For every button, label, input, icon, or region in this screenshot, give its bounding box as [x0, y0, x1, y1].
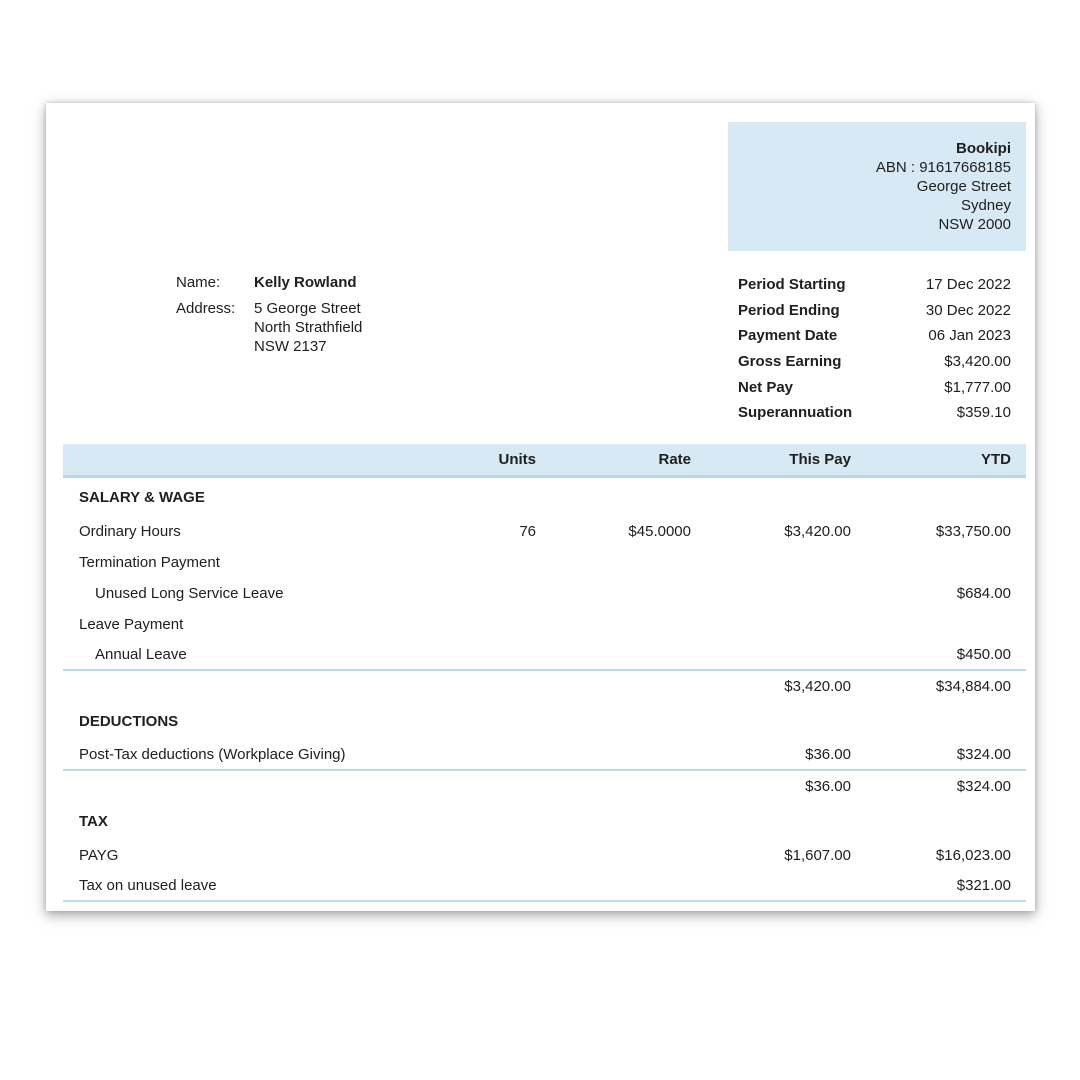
summary-row-payment-date [738, 323, 1011, 349]
employee-address-line: NSW 2137 [254, 338, 327, 355]
employee-name: Kelly Rowland [254, 274, 357, 291]
row-description: PAYG [79, 847, 119, 864]
row-this-pay: $3,420.00 [784, 523, 851, 540]
summary-label: Gross Earning [738, 353, 842, 371]
row-units: 76 [519, 523, 536, 540]
employee-address-row [176, 299, 362, 356]
row-description: Post-Tax deductions (Workplace Giving) [79, 746, 346, 763]
row-this-pay: $36.00 [805, 746, 851, 763]
summary-row-period-ending [738, 298, 1011, 324]
table-row [63, 871, 1026, 902]
subtotal-this-pay: $3,420.00 [784, 678, 851, 695]
pay-table [46, 444, 1035, 902]
table-row [63, 740, 1026, 771]
row-description: Unused Long Service Leave [95, 585, 284, 602]
column-header-this-pay: This Pay [789, 451, 851, 468]
company-address-line: NSW 2000 [938, 216, 1011, 233]
table-row [63, 578, 1026, 609]
summary-row-net-pay [738, 374, 1011, 400]
summary-label: Period Starting [738, 276, 846, 294]
row-description: Ordinary Hours [79, 523, 181, 540]
summary-row-period-starting [738, 272, 1011, 298]
section-title-tax: TAX [79, 812, 108, 830]
row-description: Termination Payment [79, 554, 220, 571]
subtotal-ytd: $324.00 [956, 778, 1011, 795]
pay-summary-block [738, 272, 1011, 426]
table-row [63, 840, 1026, 871]
employee-address-line: North Strathfield [254, 319, 363, 336]
row-rate: $45.0000 [628, 523, 691, 540]
summary-value: $1,777.00 [944, 378, 1011, 396]
summary-value: 30 Dec 2022 [925, 301, 1011, 319]
company-name: Bookipi [956, 140, 1011, 157]
section-subtotal-row [63, 671, 1026, 702]
payslip-page [46, 103, 1035, 911]
summary-label: Superannuation [738, 404, 853, 422]
section-title-deductions: DEDUCTIONS [79, 712, 179, 730]
table-row [63, 547, 1026, 578]
employee-address [254, 299, 362, 356]
row-description: Annual Leave [95, 646, 187, 663]
row-description: Leave Payment [79, 616, 184, 633]
row-ytd: $324.00 [956, 746, 1011, 763]
section-subtotal-row [63, 771, 1026, 802]
row-this-pay: $1,607.00 [784, 847, 851, 864]
column-header-ytd: YTD [981, 451, 1011, 468]
table-row [63, 516, 1026, 547]
employee-info-block [176, 273, 362, 363]
summary-value: $3,420.00 [944, 353, 1011, 371]
employee-address-label: Address: [176, 300, 236, 317]
summary-row-superannuation [738, 400, 1011, 426]
column-header-units: Units [498, 451, 536, 468]
row-ytd: $321.00 [956, 877, 1011, 894]
section-title-salary-wage: SALARY & WAGE [79, 488, 205, 506]
employee-name-label: Name: [176, 274, 221, 291]
row-ytd: $16,023.00 [935, 847, 1011, 864]
column-header-rate: Rate [658, 451, 691, 468]
company-abn: ABN : 91617668185 [875, 159, 1011, 176]
row-ytd: $33,750.00 [935, 523, 1011, 540]
summary-row-gross-earning [738, 349, 1011, 375]
table-header-row [63, 444, 1026, 478]
row-ytd: $450.00 [956, 646, 1011, 663]
summary-label: Net Pay [738, 378, 794, 396]
company-address-line: Sydney [960, 197, 1011, 214]
summary-value: 17 Dec 2022 [925, 276, 1011, 294]
summary-label: Payment Date [738, 327, 838, 345]
summary-label: Period Ending [738, 301, 840, 319]
table-row [63, 609, 1026, 640]
row-description: Tax on unused leave [79, 877, 217, 894]
subtotal-ytd: $34,884.00 [935, 678, 1011, 695]
employee-address-line: 5 George Street [254, 300, 361, 317]
employee-name-row [176, 273, 362, 292]
row-ytd: $684.00 [956, 585, 1011, 602]
table-row [63, 640, 1026, 671]
summary-value: $359.10 [956, 404, 1011, 422]
subtotal-this-pay: $36.00 [805, 778, 851, 795]
company-info-box [728, 122, 1026, 251]
company-address-line: George Street [916, 178, 1011, 195]
summary-value: 06 Jan 2023 [928, 327, 1011, 345]
